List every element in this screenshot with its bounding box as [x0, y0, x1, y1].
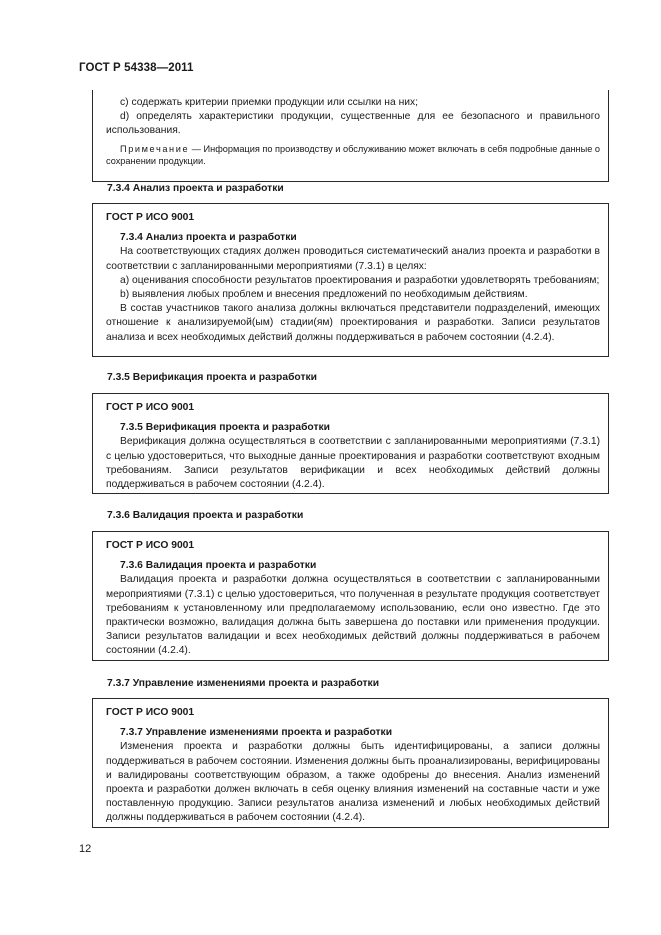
paragraph: Валидация проекта и разработки должна осуществляться в соответствии с запланированными мероприятиями (7.3.1) с целью удостовериться, что полученная в результате продукция соответствует требованиям к установленному или предполагаемому использованию, если оно известно. Где это практически возможно, валидация должна быть завершена до поставки или применения продукции. Записи результатов валидации и всех необходимых действий должны поддерживаться в рабочем состоянии (4.2.4). — [106, 574, 600, 657]
paragraph: b) выявления любых проблем и внесения предложений по необходимым действиям. — [120, 289, 528, 301]
note-label: Примечание — [120, 143, 190, 154]
section-heading-7-3-4: 7.3.4 Анализ проекта и разработки — [107, 183, 284, 194]
box-title: ГОСТ Р ИСО 9001 — [106, 540, 195, 551]
section-heading-7-3-5: 7.3.5 Верификация проекта и разработки — [107, 372, 317, 383]
box-title: ГОСТ Р ИСО 9001 — [106, 402, 195, 413]
box-heading: 7.3.7 Управление изменениями проекта и разработки — [120, 727, 393, 739]
document-code-header: ГОСТ Р 54338—2011 — [79, 62, 194, 74]
quote-box-7-3-7 — [92, 698, 609, 828]
note — [106, 143, 600, 168]
paragraph: Верификация должна осуществляться в соответствии с запланированными мероприятиями (7.3.1) с целью удостовериться, что выходные данные проектирования и разработки соответствуют входным требованиям. Записи результатов верификации и всех необходимых действий должны поддерживаться в рабочем состоянии (4.2.4). — [106, 436, 600, 491]
quote-box-7-3-4 — [92, 203, 609, 357]
quote-box-7-3-5 — [92, 393, 609, 494]
paragraph: На соответствующих стадиях должен проводиться систематический анализ проекта и разработки в соответствии с запланированными мероприятиями (7.3.1) в целях: — [106, 246, 600, 272]
item-d: d) определять характеристики продукции, существенные для ее безопасного и правильного использования. — [106, 111, 600, 137]
quote-box-7-3-6 — [92, 531, 609, 661]
box-title: ГОСТ Р ИСО 9001 — [106, 707, 195, 718]
page-number: 12 — [79, 843, 92, 855]
paragraph: a) оценивания способности результатов проектирования и разработки удовлетворять требованиям; — [120, 274, 600, 286]
item-c: c) содержать критерии приемки продукции или ссылки на них; — [120, 97, 419, 108]
section-heading-7-3-6: 7.3.6 Валидация проекта и разработки — [107, 510, 304, 521]
box-heading: 7.3.6 Валидация проекта и разработки — [120, 560, 317, 572]
box-title: ГОСТ Р ИСО 9001 — [106, 212, 195, 223]
section-heading-7-3-7: 7.3.7 Управление изменениями проекта и разработки — [107, 678, 380, 689]
continued-quote-box — [92, 90, 609, 182]
paragraph: В состав участников такого анализа должны включаться представители подразделений, имеющих отношение к анализируемой(ым) стадии(ям) проектирования и разработки. Записи результатов анализа и всех необходимых действий должны поддерживаться в рабочем состоянии (4.2.4). — [106, 303, 600, 343]
box-heading: 7.3.5 Верификация проекта и разработки — [120, 422, 330, 434]
paragraph: Изменения проекта и разработки должны быть идентифицированы, а записи должны поддерживаться в рабочем состоянии. Изменения должны быть проанализированы, верифицированы и валидированы соответствующим образом, а также одобрены до внесения. Анализ изменений проекта и разработки должен включать в себя оценку влияния изменений на составные части и уже поставленную продукцию. Записи результатов анализа изменений и любых необходимых действий должны поддерживаться в рабочем состоянии (4.2.4). — [106, 741, 600, 824]
note-text: — Информация по производству и обслуживанию может включать в себя подробные данные о сохранении продукции. — [106, 143, 600, 167]
box-heading: 7.3.4 Анализ проекта и разработки — [120, 232, 297, 244]
